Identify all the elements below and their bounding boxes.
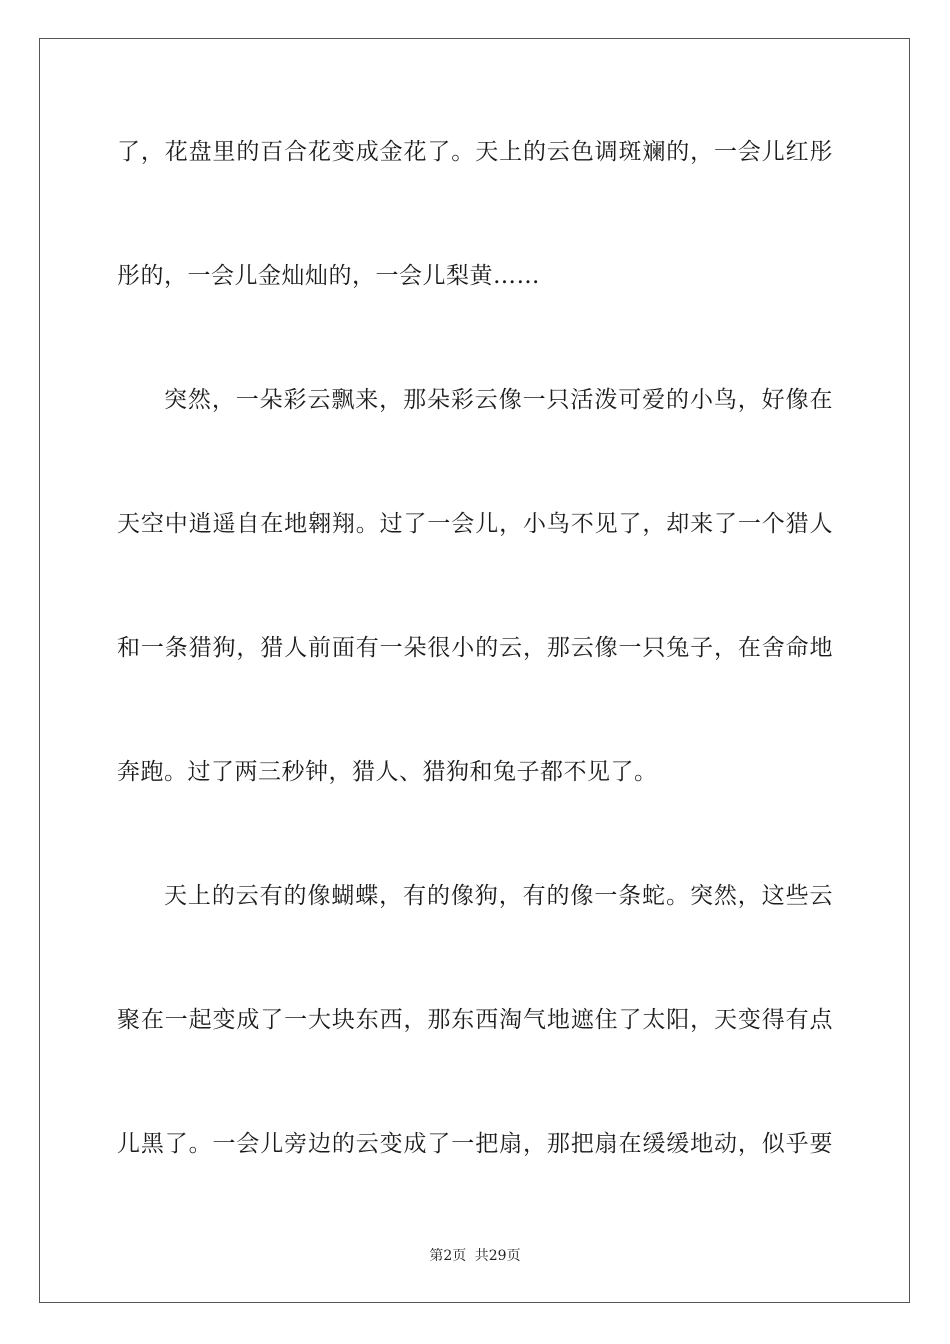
- page-number: 第2页: [429, 1248, 467, 1264]
- text-line-7: 天上的云有的像蝴蝶，有的像狗，有的像一条蛇。突然，这些云: [164, 883, 833, 909]
- text-line-4: 天空中逍遥自在地翱翔。过了一会儿，小鸟不见了，却来了一个猎人: [117, 511, 833, 537]
- text-line-8: 聚在一起变成了一大块东西，那东西淘气地遮住了太阳，天变得有点: [117, 1007, 833, 1033]
- text-line-5: 和一条猎狗，猎人前面有一朵很小的云，那云像一只兔子，在舍命地: [117, 635, 833, 661]
- page-footer: [0, 1247, 950, 1265]
- text-line-6: 奔跑。过了两三秒钟，猎人、猎狗和兔子都不见了。: [117, 759, 658, 785]
- page-total: 共29页: [474, 1248, 521, 1264]
- text-line-3: 突然，一朵彩云飘来，那朵彩云像一只活泼可爱的小鸟，好像在: [164, 387, 833, 413]
- text-line-1: 了，花盘里的百合花变成金花了。天上的云色调斑斓的，一会儿红彤: [117, 139, 833, 165]
- page-frame: [39, 38, 910, 1303]
- text-line-9: 儿黑了。一会儿旁边的云变成了一把扇，那把扇在缓缓地动，似乎要: [117, 1131, 833, 1157]
- text-line-2: 彤的，一会儿金灿灿的，一会儿梨黄……: [117, 263, 540, 289]
